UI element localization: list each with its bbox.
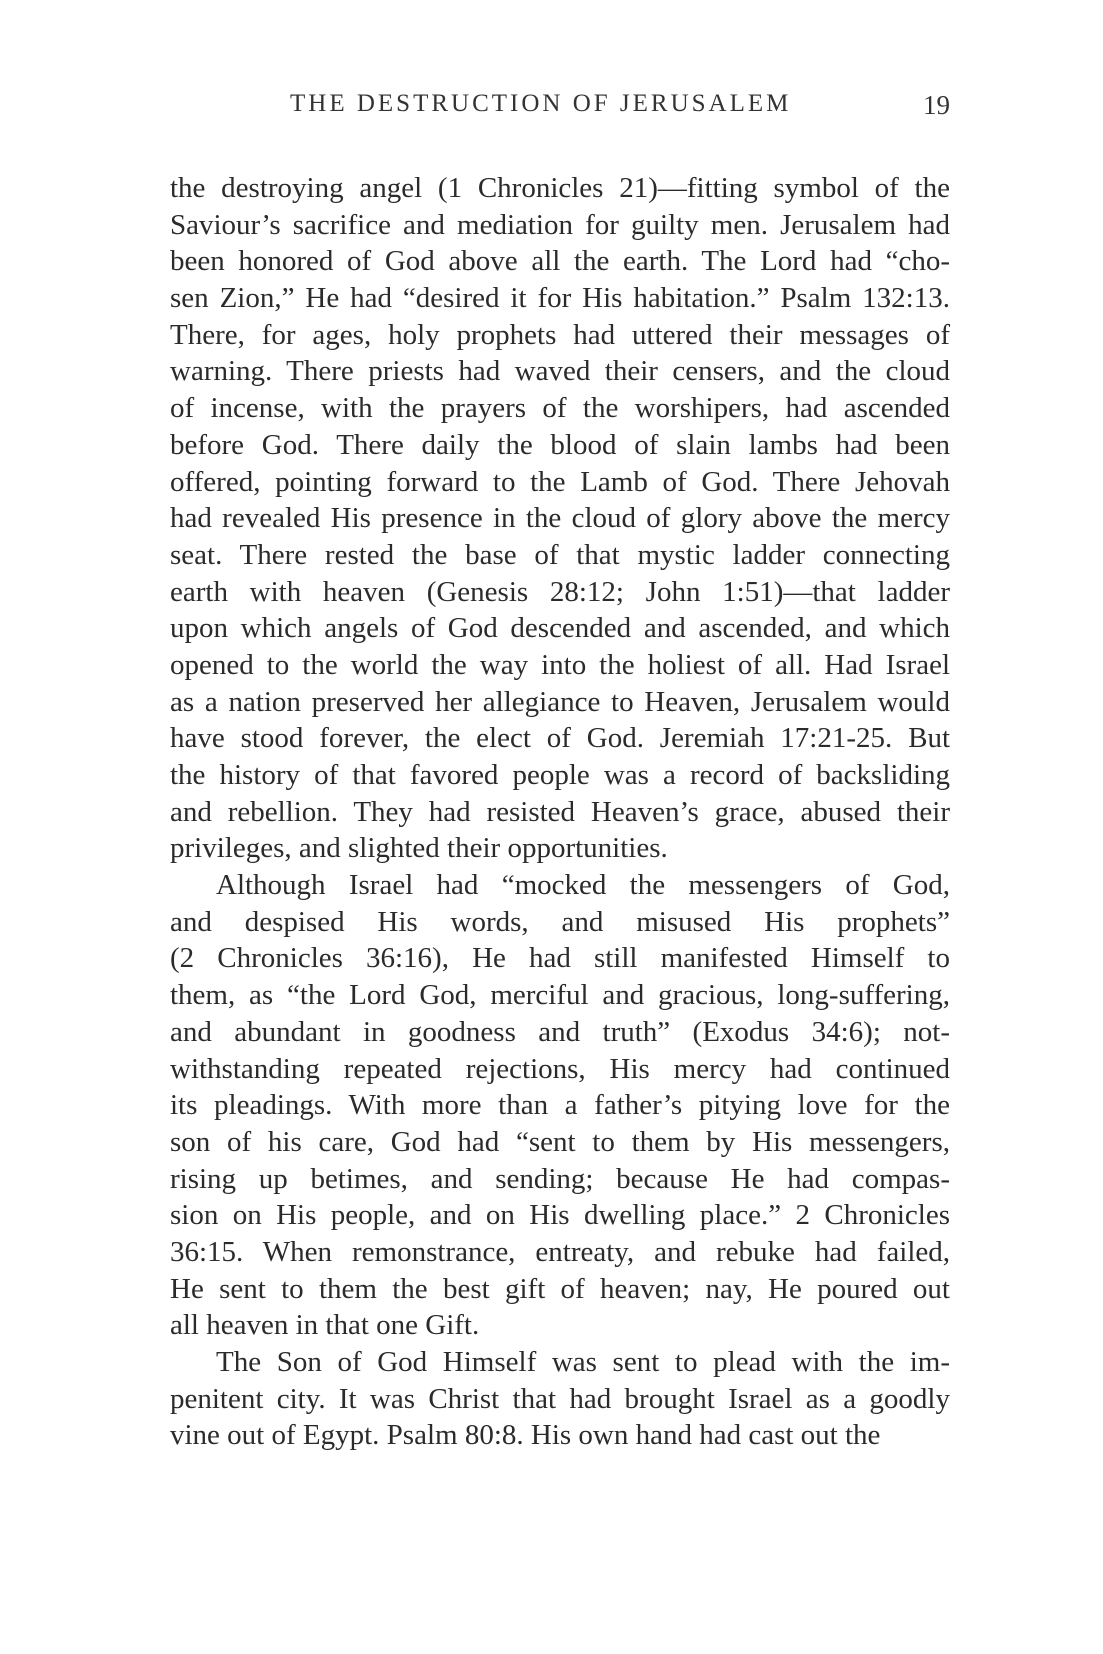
text-line: opened to the world the way into the holiest of all. Had Israel xyxy=(170,648,950,681)
text-line: (2 Chronicles 36:16), He had still manifested Himself to xyxy=(170,942,950,975)
text-line: Although Israel had “mocked the messengers of God, xyxy=(216,869,950,902)
text-line: vine out of Egypt. Psalm 80:8. His own hand had cast out the xyxy=(170,1419,881,1452)
paragraph xyxy=(170,867,950,1344)
text-line: The Son of God Himself was sent to plead with the im- xyxy=(216,1346,950,1378)
paragraph xyxy=(170,1344,950,1454)
text-line: upon which angels of God descended and ascended, and which xyxy=(170,612,950,645)
running-title: THE DESTRUCTION OF JERUSALEM xyxy=(290,90,792,117)
text-line: sion on His people, and on His dwelling place.” 2 Chronicles xyxy=(170,1199,950,1232)
text-line: There, for ages, holy prophets had uttered their messages of xyxy=(170,318,950,351)
text-line: earth with heaven (Genesis 28:12; John 1:51)—that ladder xyxy=(170,575,950,608)
text-line: have stood forever, the elect of God. Jeremiah 17:21-25. But xyxy=(170,722,950,755)
running-head xyxy=(170,90,950,130)
text-line: warning. There priests had waved their censers, and the cloud xyxy=(170,355,950,388)
text-line: son of his care, God had “sent to them by His messengers, xyxy=(170,1125,950,1158)
text-line: He sent to them the best gift of heaven; nay, He poured out xyxy=(170,1272,950,1305)
text-line: its pleadings. With more than a father’s pitying love for the xyxy=(170,1089,950,1122)
text-line: withstanding repeated rejections, His mercy had continued xyxy=(170,1052,950,1085)
text-line: privileges, and slighted their opportunities. xyxy=(170,832,668,865)
text-line: 36:15. When remonstrance, entreaty, and rebuke had failed, xyxy=(170,1235,950,1268)
text-line: sen Zion,” He had “desired it for His habitation.” Psalm 132:13. xyxy=(170,282,950,315)
text-line: and abundant in goodness and truth” (Exodus 34:6); not- xyxy=(170,1015,950,1048)
text-line: offered, pointing forward to the Lamb of God. There Jehovah xyxy=(170,465,950,498)
text-line: rising up betimes, and sending; because He had compas- xyxy=(170,1162,950,1195)
text-line: as a nation preserved her allegiance to Heaven, Jerusalem would xyxy=(170,685,950,718)
text-line: had revealed His presence in the cloud of glory above the mercy xyxy=(170,502,950,535)
text-line: and rebellion. They had resisted Heaven’s grace, abused their xyxy=(170,795,950,828)
text-line: and despised His words, and misused His prophets” xyxy=(170,905,950,938)
text-line: of incense, with the prayers of the worshipers, had ascended xyxy=(170,392,950,425)
body-text xyxy=(170,170,950,1454)
text-line: Saviour’s sacrifice and mediation for guilty men. Jerusalem had xyxy=(170,208,950,241)
text-line: before God. There daily the blood of slain lambs had been xyxy=(170,428,950,461)
text-line: the destroying angel (1 Chronicles 21)—fitting symbol of the xyxy=(170,172,950,204)
page-number: 19 xyxy=(923,90,950,120)
text-line: penitent city. It was Christ that had brought Israel as a goodly xyxy=(170,1382,950,1415)
text-line: seat. There rested the base of that mystic ladder connecting xyxy=(170,538,950,571)
text-line: them, as “the Lord God, merciful and gracious, long-suffering, xyxy=(170,979,950,1012)
text-line: the history of that favored people was a record of backsliding xyxy=(170,759,950,791)
text-line: been honored of God above all the earth. The Lord had “cho- xyxy=(170,245,950,278)
text-line: all heaven in that one Gift. xyxy=(170,1309,480,1342)
paragraph xyxy=(170,170,950,867)
